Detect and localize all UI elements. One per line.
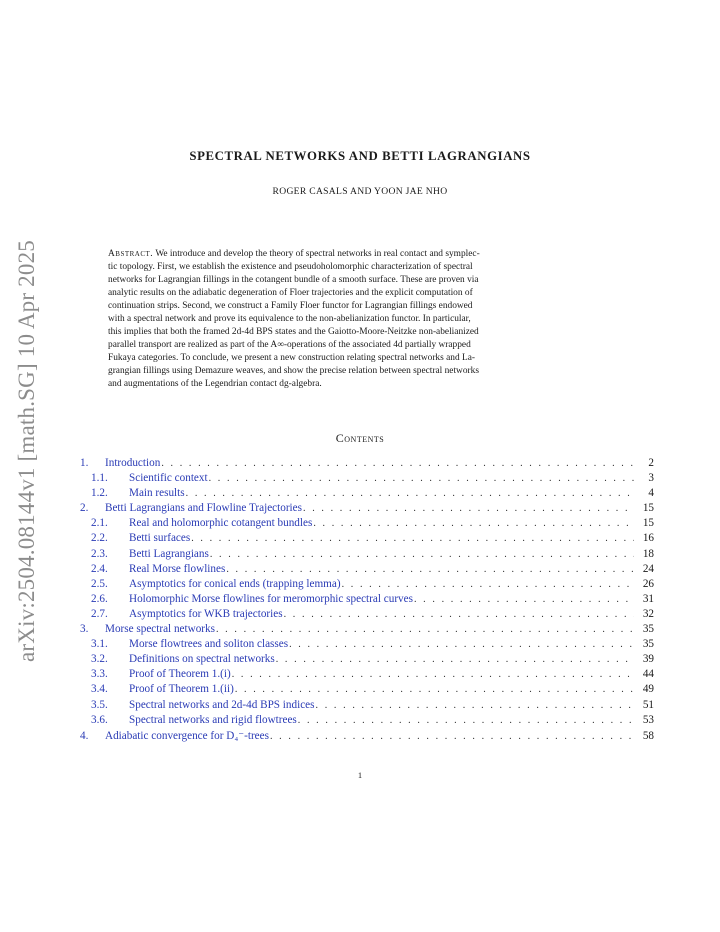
toc-dot-leader	[342, 579, 634, 590]
toc-entry[interactable]	[80, 487, 654, 502]
paper-title: SPECTRAL NETWORKS AND BETTI LAGRANGIANS	[189, 149, 531, 163]
toc-entry-page: 26	[642, 577, 654, 590]
page-number: 1	[357, 770, 363, 780]
toc-dot-leader	[186, 488, 634, 499]
toc-dot-leader	[298, 715, 634, 726]
toc-entry-number[interactable]: 2.	[80, 502, 89, 515]
abstract-line: with a spectral network and prove its equivalence to the non-abelianization functor. In particular,	[108, 314, 471, 325]
toc-entry-page: 16	[642, 532, 654, 545]
toc-entry[interactable]	[80, 593, 654, 608]
toc-entry[interactable]	[80, 472, 654, 487]
toc-entry-link[interactable]: Morse spectral networks	[105, 623, 215, 636]
toc-entry-page: 35	[642, 623, 654, 636]
toc-dot-leader	[289, 639, 634, 650]
toc-dot-leader	[210, 549, 634, 560]
toc-entry-page: 51	[642, 698, 654, 711]
abstract-line: tic topology. First, we establish the existence and pseudoholomorphic characterization of spectral	[108, 262, 473, 273]
paper-authors: ROGER CASALS AND YOON JAE NHO	[272, 186, 448, 197]
toc-entry[interactable]	[80, 668, 654, 683]
toc-entry-page: 18	[642, 547, 654, 560]
toc-entry-page: 2	[648, 457, 654, 469]
toc-entry[interactable]	[80, 517, 654, 532]
toc-entry[interactable]	[80, 653, 654, 668]
toc-entry-page: 24	[642, 562, 654, 575]
abstract-line: Fukaya categories. To conclude, we present a new construction relating spectral networks and La-	[108, 353, 476, 364]
toc-entry-link[interactable]: Real and holomorphic cotangent bundles	[129, 517, 313, 530]
toc-entry-link[interactable]: Asymptotics for WKB trajectories	[129, 607, 283, 620]
toc-entry-page: 53	[642, 713, 654, 726]
toc-entry-number[interactable]: 3.	[80, 623, 89, 636]
toc-entry-link[interactable]: Morse flowtrees and soliton classes	[129, 638, 289, 651]
toc-entry[interactable]	[80, 638, 654, 653]
abstract-line: Abstract. We introduce and develop the theory of spectral networks in real contact and symplec-	[108, 249, 480, 259]
table-of-contents	[80, 457, 654, 744]
toc-entry[interactable]	[80, 714, 654, 729]
toc-dot-leader	[216, 624, 634, 635]
toc-entry[interactable]	[80, 729, 654, 744]
toc-entry-number[interactable]: 2.5.	[91, 577, 108, 590]
toc-entry-page: 44	[642, 668, 654, 681]
abstract-line: continuation strips. Second, we construct a Family Floer functor for Lagrangian fillings endowed	[108, 301, 473, 312]
toc-entry-page: 4	[648, 487, 654, 500]
toc-entry-number[interactable]: 3.1.	[91, 638, 108, 651]
abstract-line: this implies that both the framed 2d-4d BPS states and the Gaiotto-Moore-Neitzke non-abelianized	[108, 327, 479, 338]
toc-entry-link[interactable]: Betti Lagrangians and Flowline Trajectories	[105, 502, 302, 515]
abstract-line: and augmentations of the Legendrian contact dg-algebra.	[108, 379, 322, 390]
toc-entry-number[interactable]: 3.4.	[91, 683, 108, 696]
toc-entry-link[interactable]: Main results	[129, 487, 185, 500]
contents-heading: Contents	[335, 431, 385, 445]
toc-entry-link[interactable]: Spectral networks and 2d-4d BPS indices	[129, 698, 315, 711]
toc-entry[interactable]	[80, 608, 654, 623]
toc-entry-number[interactable]: 3.3.	[91, 668, 108, 681]
abstract-line: parallel transport are realized as part of the A∞-operations of the associated 4d partially wrapped	[108, 340, 471, 351]
toc-entry-number[interactable]: 2.1.	[91, 517, 108, 530]
toc-dot-leader	[270, 731, 634, 742]
toc-dot-leader	[161, 458, 634, 469]
toc-entry-number[interactable]: 2.7.	[91, 607, 108, 620]
toc-entry-number[interactable]: 4.	[80, 729, 89, 742]
toc-entry-number[interactable]: 2.2.	[91, 532, 108, 545]
toc-entry[interactable]	[80, 623, 654, 638]
toc-entry[interactable]	[80, 457, 654, 472]
toc-dot-leader	[303, 503, 634, 514]
toc-dot-leader	[226, 564, 634, 575]
toc-entry-link[interactable]: Real Morse flowlines	[129, 562, 226, 575]
toc-entry-number[interactable]: 3.6.	[91, 713, 108, 726]
toc-entry[interactable]	[80, 532, 654, 547]
toc-entry-link[interactable]: Scientific context	[129, 472, 208, 485]
toc-dot-leader	[414, 594, 634, 605]
toc-dot-leader	[191, 533, 634, 544]
toc-entry-page: 31	[642, 592, 654, 605]
toc-entry[interactable]	[80, 502, 654, 517]
toc-entry-page: 35	[642, 638, 654, 651]
toc-entry-number[interactable]: 2.3.	[91, 547, 108, 560]
toc-entry-link[interactable]: Betti surfaces	[129, 532, 191, 545]
toc-entry-link[interactable]: Asymptotics for conical ends (trapping lemma)	[129, 577, 341, 590]
toc-entry-link[interactable]: Holomorphic Morse flowlines for meromorphic spectral curves	[129, 592, 413, 605]
toc-entry-link[interactable]: Spectral networks and rigid flowtrees	[129, 713, 297, 726]
abstract-label: Abstract.	[108, 249, 154, 259]
toc-entry-page: 39	[642, 653, 654, 666]
toc-entry-page: 58	[642, 729, 654, 742]
toc-entry-page: 3	[648, 472, 654, 485]
toc-entry[interactable]	[80, 578, 654, 593]
toc-entry-number[interactable]: 1.2.	[91, 487, 108, 500]
toc-dot-leader	[209, 473, 634, 484]
toc-entry-page: 32	[642, 607, 654, 620]
toc-entry-link[interactable]: Definitions on spectral networks	[129, 653, 275, 666]
toc-entry-link[interactable]: Adiabatic convergence for D₄⁻-trees	[105, 729, 269, 742]
toc-entry-link[interactable]: Betti Lagrangians	[129, 547, 209, 560]
toc-entry-number[interactable]: 1.	[80, 457, 89, 469]
abstract	[108, 248, 612, 392]
toc-entry-page: 15	[642, 517, 654, 530]
abstract-line: networks for Lagrangian fillings in the cotangent bundle of a smooth surface. These are proven via	[108, 275, 479, 286]
toc-entry-number[interactable]: 1.1.	[91, 472, 108, 485]
toc-dot-leader	[276, 654, 634, 665]
toc-entry[interactable]	[80, 699, 654, 714]
toc-dot-leader	[316, 700, 634, 711]
abstract-line: grangian fillings using Demazure weaves, and show the precise relation between spectral networks	[108, 366, 479, 377]
toc-entry-link[interactable]: Introduction	[105, 457, 161, 469]
toc-dot-leader	[232, 669, 634, 680]
abstract-line: analytic results on the adiabatic degeneration of Floer trajectories and the explicit computation of	[108, 288, 473, 299]
toc-entry-number[interactable]: 3.5.	[91, 698, 108, 711]
toc-entry-page: 49	[642, 683, 654, 696]
toc-entry-page: 15	[642, 502, 654, 515]
toc-entry[interactable]	[80, 563, 654, 578]
toc-entry-number[interactable]: 3.2.	[91, 653, 108, 666]
toc-entry-link[interactable]: Proof of Theorem 1.(i)	[129, 668, 231, 681]
toc-dot-leader	[284, 609, 634, 620]
toc-entry-number[interactable]: 2.6.	[91, 592, 108, 605]
toc-entry[interactable]	[80, 683, 654, 698]
toc-dot-leader	[313, 518, 634, 529]
toc-dot-leader	[235, 684, 634, 695]
toc-entry-link[interactable]: Proof of Theorem 1.(ii)	[129, 683, 234, 696]
toc-entry-number[interactable]: 2.4.	[91, 562, 108, 575]
arxiv-identifier: arXiv:2504.08144v1 [math.SG] 10 Apr 2025	[14, 240, 39, 662]
toc-entry[interactable]	[80, 548, 654, 563]
